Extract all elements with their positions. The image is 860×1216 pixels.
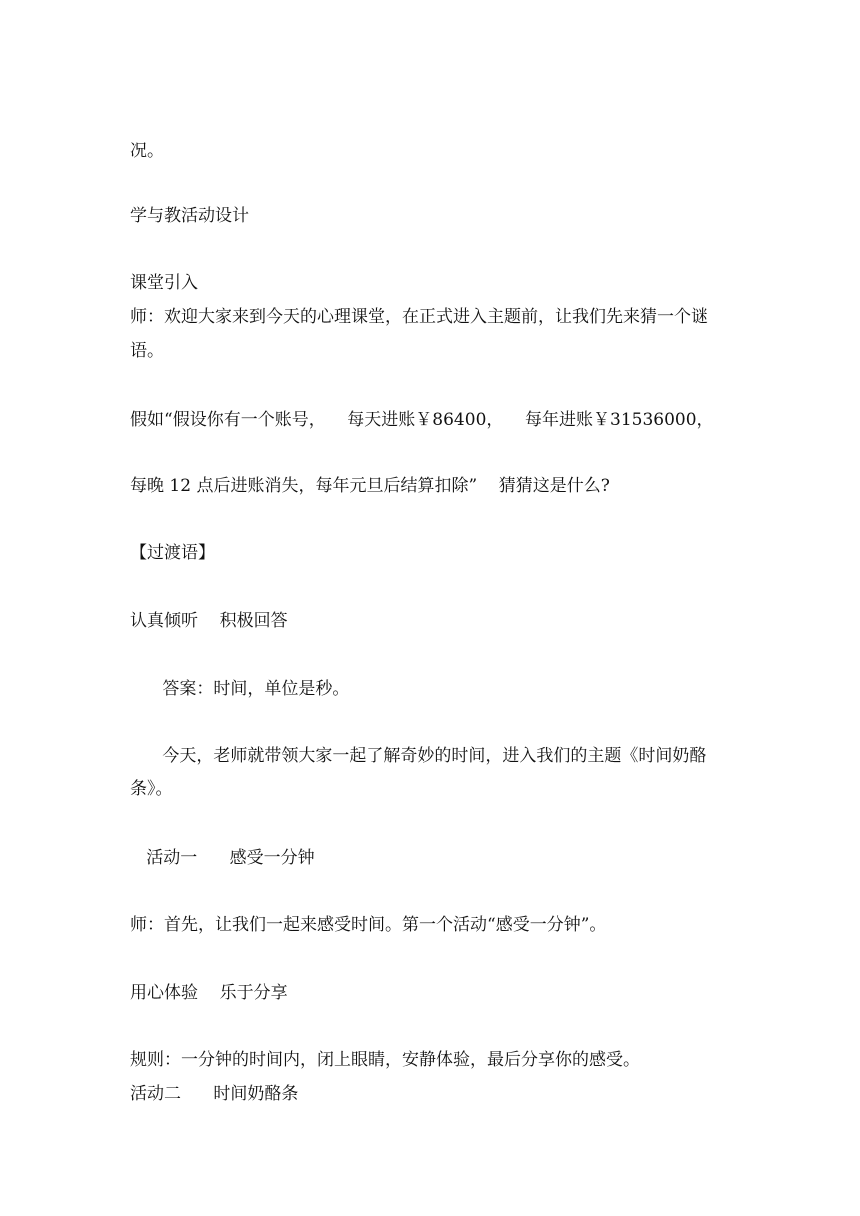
rule-line: 规则：一分钟的时间内，闭上眼睛，安静体验，最后分享你的感受。 <box>130 1050 640 1070</box>
activity-two-heading: 活动二 时间奶酪条 <box>130 1084 299 1104</box>
activity-one-heading: 活动一 感受一分钟 <box>130 848 315 868</box>
teacher-speech-line-end: 语。 <box>130 341 164 361</box>
answer-line: 答案：时间，单位是秒。 <box>130 679 350 699</box>
riddle-line-2: 每晚 12 点后进账消失，每年元旦后结算扣除” 猜猜这是什么? <box>130 476 610 496</box>
teacher-intro-line-end: 条》。 <box>130 779 173 799</box>
text-line-continuation: 况。 <box>130 141 164 161</box>
student-activity-label-2: 用心体验 乐于分享 <box>130 983 288 1003</box>
student-activity-label: 认真倾听 积极回答 <box>130 611 288 631</box>
teacher-speech-line: 师：欢迎大家来到今天的心理课堂，在正式进入主题前，让我们先来猜一个谜 <box>130 307 708 327</box>
section-heading-intro: 课堂引入 <box>130 273 198 293</box>
transition-heading: 【过渡语】 <box>130 543 215 563</box>
riddle-line-1: 假如“假设你有一个账号， 每天进账￥86400， 每年进账￥31536000， <box>130 410 714 430</box>
teacher-intro-line: 今天，老师就带领大家一起了解奇妙的时间，进入我们的主题《时间奶酪 <box>130 746 707 766</box>
section-heading-design: 学与教活动设计 <box>130 206 249 226</box>
activity-one-instruction: 师：首先，让我们一起来感受时间。第一个活动“感受一分钟”。 <box>130 915 607 935</box>
